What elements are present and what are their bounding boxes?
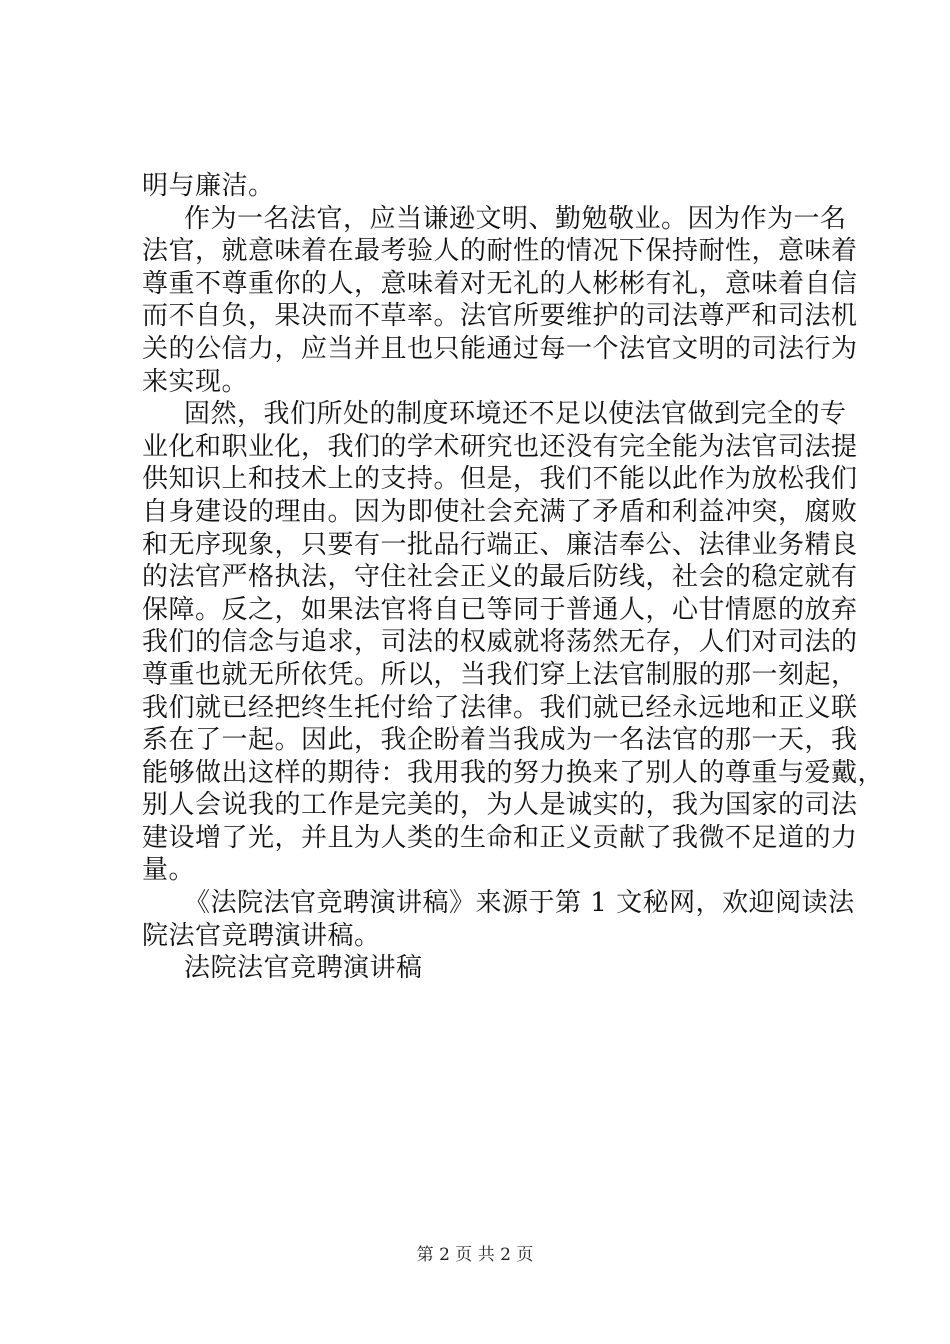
text-line: 我们就已经把终生托付给了法律。我们就已经永远地和正义联: [142, 692, 858, 723]
document-body: [142, 170, 885, 985]
text-line: 法官，就意味着在最考验人的耐性的情况下保持耐性，意味着: [142, 236, 858, 267]
text-line: 系在了一起。因此，我企盼着当我成为一名法官的那一天，我: [142, 725, 858, 756]
text-line: 关的公信力，应当并且也只能通过每一个法官文明的司法行为: [142, 333, 858, 364]
text-line: 法院法官竞聘演讲稿: [184, 953, 423, 984]
text-line: 院法官竞聘演讲稿。: [142, 920, 381, 951]
text-line: 明与廉洁。: [142, 171, 275, 201]
page-footer: 第 2 页 共 2 页: [416, 1245, 534, 1265]
text-line: 《法院法官竞聘演讲稿》来源于第 1 文秘网，欢迎阅读法: [184, 888, 855, 919]
text-line: 来实现。: [142, 366, 249, 397]
text-line: 别人会说我的工作是完美的，为人是诚实的，我为国家的司法: [142, 790, 858, 821]
text-line: 建设增了光，并且为人类的生命和正义贡献了我微不足道的力: [142, 822, 858, 853]
text-line: 的法官严格执法，守住社会正义的最后防线，社会的稳定就有: [142, 562, 858, 593]
text-line: 能够做出这样的期待：我用我的努力换来了别人的尊重与爱戴，: [142, 757, 885, 788]
text-line: 我们的信念与追求，司法的权威就将荡然无存，人们对司法的: [142, 627, 858, 658]
text-line: 和无序现象，只要有一批品行端正、廉洁奉公、法律业务精良: [142, 529, 858, 560]
text-line: 尊重不尊重你的人，意味着对无礼的人彬彬有礼，意味着自信: [142, 268, 858, 299]
text-line: 供知识上和技术上的支持。但是，我们不能以此作为放松我们: [142, 464, 858, 495]
text-line: 自身建设的理由。因为即使社会充满了矛盾和利益冲突，腐败: [142, 496, 858, 527]
text-line: 量。: [142, 855, 196, 886]
text-line: 而不自负，果决而不草率。法官所要维护的司法尊严和司法机: [142, 301, 858, 332]
text-line: 固然，我们所处的制度环境还不足以使法官做到完全的专: [184, 399, 847, 430]
text-line: 保障。反之，如果法官将自已等同于普通人，心甘情愿的放弃: [142, 594, 858, 625]
text-line: 业化和职业化，我们的学术研究也还没有完全能为法官司法提: [142, 431, 858, 462]
text-line: 作为一名法官，应当谦逊文明、勤勉敬业。因为作为一名: [184, 203, 847, 234]
text-line: 尊重也就无所依凭。所以，当我们穿上法官制服的那一刻起，: [142, 659, 858, 690]
